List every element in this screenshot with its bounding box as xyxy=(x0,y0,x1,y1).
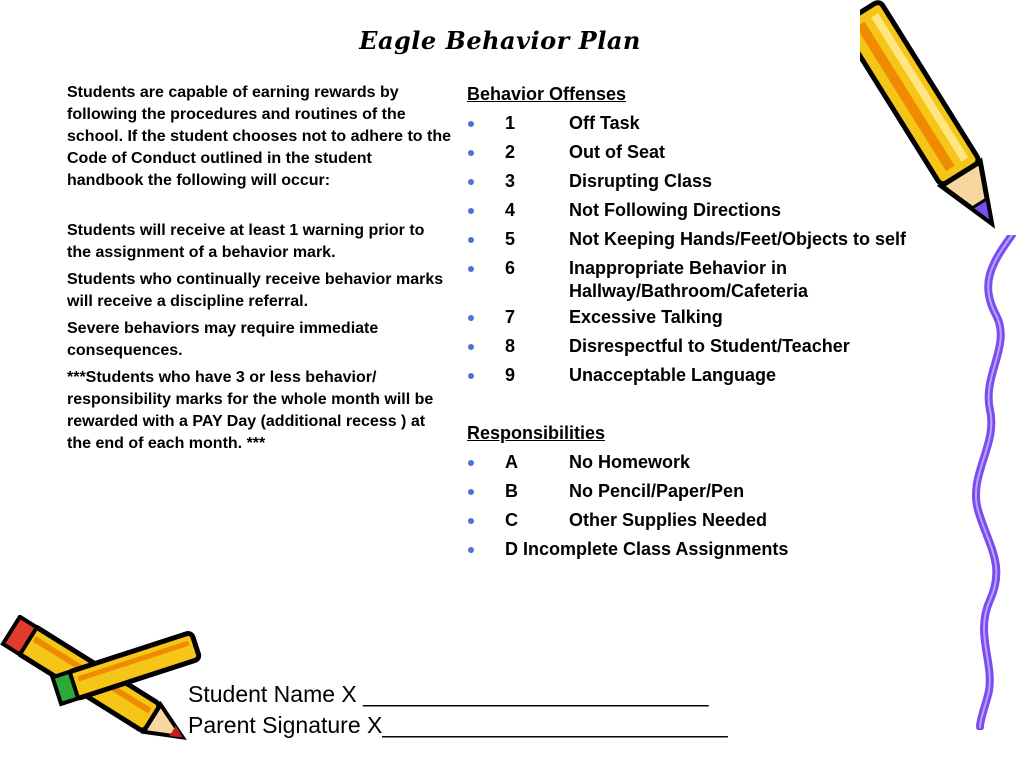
student-name-line: Student Name X ___________________________ xyxy=(188,681,709,707)
bullet-icon xyxy=(468,489,474,495)
item-code: 3 xyxy=(505,171,516,191)
offenses-heading: Behavior Offenses xyxy=(467,84,627,104)
page-title: Eagle Behavior Plan xyxy=(359,26,641,55)
list-item xyxy=(467,506,957,535)
item-text: Unacceptable Language xyxy=(569,365,777,385)
item-text: Not Following Directions xyxy=(569,200,781,220)
item-text: Incomplete Class Assignments xyxy=(523,539,789,559)
bullet-icon xyxy=(468,266,474,272)
bullet-icon xyxy=(468,547,474,553)
item-code: 5 xyxy=(505,229,516,249)
item-text: Inappropriate Behavior in Hallway/Bathroom/Cafeteria xyxy=(569,258,809,301)
bullet-icon xyxy=(468,179,474,185)
item-code: A xyxy=(505,452,518,472)
list-item xyxy=(467,535,957,564)
item-code: 1 xyxy=(505,113,516,133)
bullet-icon xyxy=(468,518,474,524)
rule-warning: Students will receive at least 1 warning prior to the assignment of a behavior mark. xyxy=(67,222,425,261)
list-item xyxy=(467,332,957,361)
bullet-icon xyxy=(468,237,474,243)
item-text: No Pencil/Paper/Pen xyxy=(569,481,745,501)
bullet-icon xyxy=(468,121,474,127)
pencil-icon xyxy=(860,0,1010,250)
item-text: Other Supplies Needed xyxy=(569,510,768,530)
crossed-pencils-icon xyxy=(0,615,210,765)
item-code: 2 xyxy=(505,142,516,162)
item-code: 7 xyxy=(505,307,516,327)
item-code: C xyxy=(505,510,518,530)
intro-column xyxy=(67,82,452,455)
list-item xyxy=(467,254,957,303)
list-item xyxy=(467,477,957,506)
bullet-icon xyxy=(468,344,474,350)
bullet-icon xyxy=(468,208,474,214)
item-text: Disrespectful to Student/Teacher xyxy=(569,336,850,356)
item-code: 6 xyxy=(505,258,516,278)
list-item xyxy=(467,448,957,477)
list-item xyxy=(467,361,957,390)
item-code: 8 xyxy=(505,336,516,356)
squiggle-line-icon xyxy=(960,235,1020,730)
rule-reward: ***Students who have 3 or less behavior/ responsibility marks for the whole month will be rewarded with a PAY Day (additional recess ) at the end of each month. *** xyxy=(67,369,434,452)
item-text: Out of Seat xyxy=(569,142,666,162)
responsibilities-list xyxy=(467,448,957,564)
bullet-icon xyxy=(468,150,474,156)
item-text: Not Keeping Hands/Feet/Objects to self xyxy=(569,229,907,249)
intro-paragraph: Students are capable of earning rewards by following the procedures and routines of the school. If the student chooses not to adhere to the Code of Conduct outlined in the student handbook the following will occur: xyxy=(67,84,452,189)
parent-signature-line: Parent Signature X___________________________ xyxy=(188,712,728,738)
item-text: Disrupting Class xyxy=(569,171,713,191)
item-text: Off Task xyxy=(569,113,640,133)
item-code: 4 xyxy=(505,200,516,220)
bullet-icon xyxy=(468,315,474,321)
rule-severe: Severe behaviors may require immediate consequences. xyxy=(67,320,379,359)
bullet-icon xyxy=(468,373,474,379)
item-code: B xyxy=(505,481,518,501)
signature-block xyxy=(188,679,728,741)
list-item xyxy=(467,303,957,332)
item-code: 9 xyxy=(505,365,516,385)
responsibilities-heading: Responsibilities xyxy=(467,423,606,443)
rule-referral: Students who continually receive behavior marks will receive a discipline referral. xyxy=(67,271,444,310)
item-text: No Homework xyxy=(569,452,691,472)
bullet-icon xyxy=(468,460,474,466)
item-code: D xyxy=(505,539,518,559)
item-text: Excessive Talking xyxy=(569,307,723,327)
